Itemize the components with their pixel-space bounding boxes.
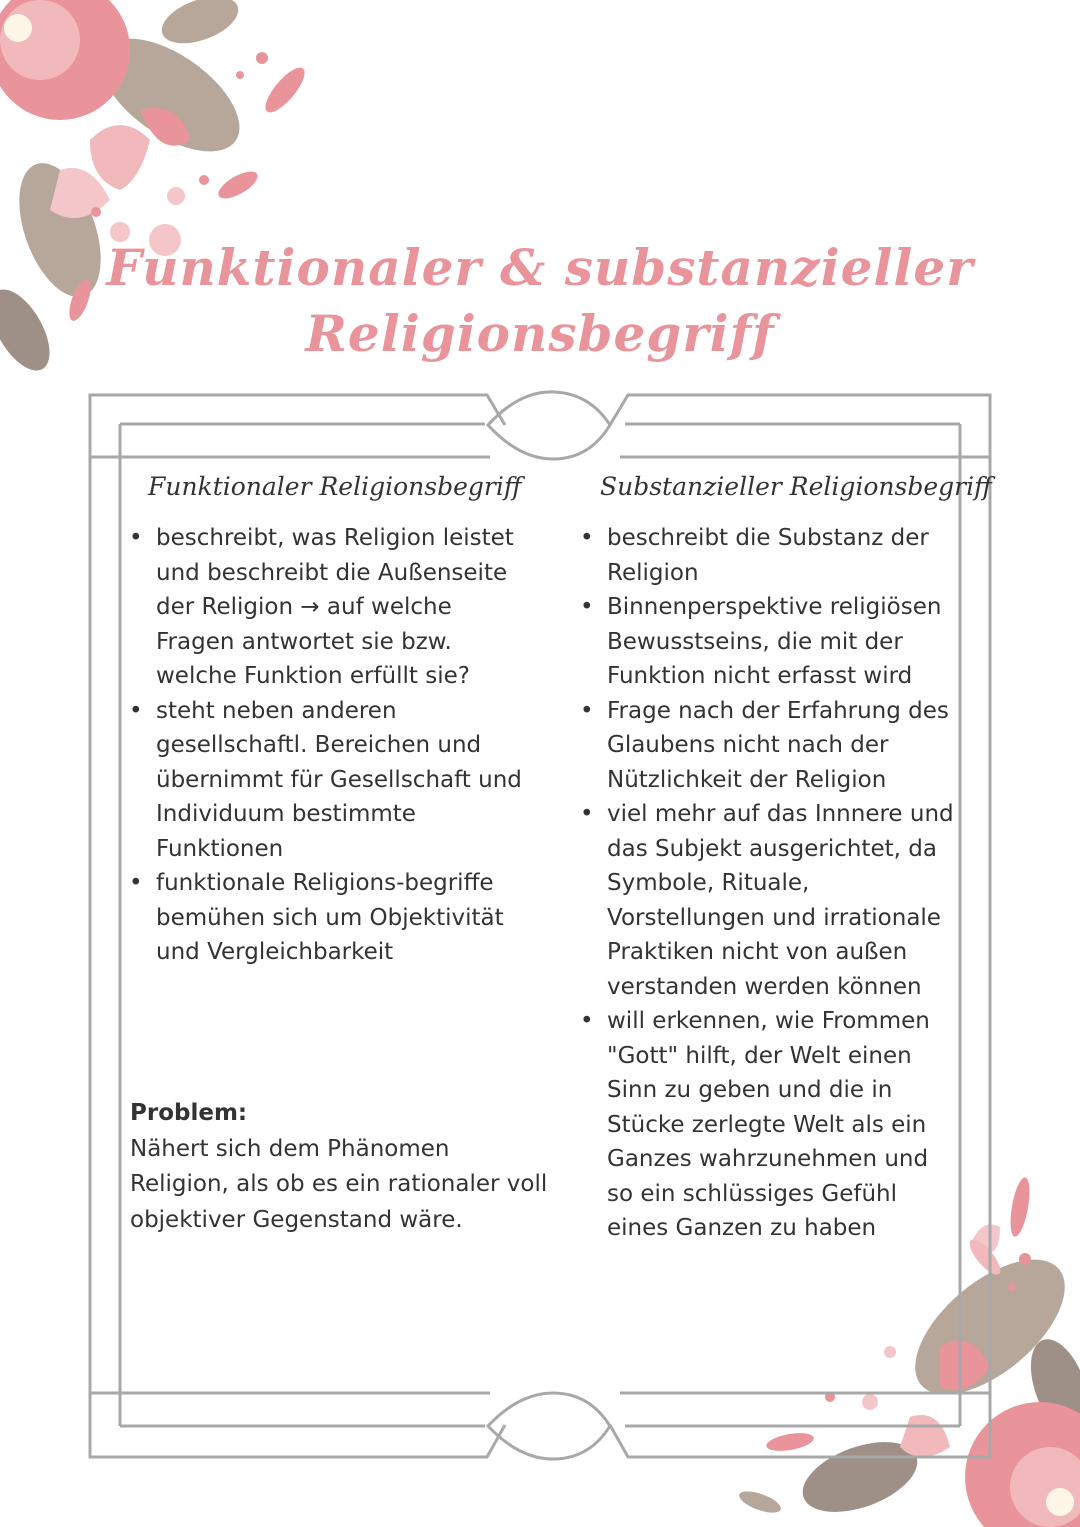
list-item: • beschreibt die Substanz der Religion: [580, 525, 929, 586]
problem-heading: Problem:: [130, 1100, 248, 1126]
list-item: • beschreibt, was Religion leistet und beschreibt die Außenseite der Religion → auf welche Fragen antwortet sie bzw. welche Funktion erfüllt sie?: [129, 525, 514, 689]
list-item: • funktionale Religions-begriffe bemühen sich um Objektivität und Vergleichbarkeit: [129, 870, 504, 965]
right-column-heading: Substanzieller Religionsbegriff: [600, 472, 992, 501]
problem-text: Nähert sich dem Phänomen Religion, als ob es ein rationaler voll objektiver Gegenstand wäre.: [130, 1135, 548, 1233]
page-title-line-2: Religionsbegriff: [305, 304, 775, 363]
list-item: • steht neben anderen gesellschaftl. Bereichen und übernimmt für Gesellschaft und Individuum bestimmte Funktionen: [129, 697, 522, 862]
left-bullet-list: [129, 521, 536, 970]
list-item: • Binnenperspektive religiösen Bewusstseins, die mit der Funktion nicht erfasst wird: [580, 594, 942, 689]
right-bullet-list: [580, 521, 955, 1246]
left-column-heading: Funktionaler Religionsbegriff: [148, 472, 522, 501]
page-title-line-1: Funktionaler & substanzieller: [106, 238, 974, 297]
list-item: • will erkennen, wie Frommen "Gott" hilft, der Welt einen Sinn zu geben und die in Stücke zerlegte Welt als ein Ganzes wahrzunehmen und so ein schlüssiges Gefühl eines Ganzen zu haben: [580, 1008, 930, 1241]
list-item: • Frage nach der Erfahrung des Glaubens nicht nach der Nützlichkeit der Religion: [580, 697, 949, 793]
problem-section: [130, 1096, 550, 1238]
list-item: • viel mehr auf das Innnere und das Subjekt ausgerichtet, da Symbole, Rituale, Vorstellungen und irrationale Praktiken nicht von außen verstanden werden können: [580, 801, 954, 1000]
